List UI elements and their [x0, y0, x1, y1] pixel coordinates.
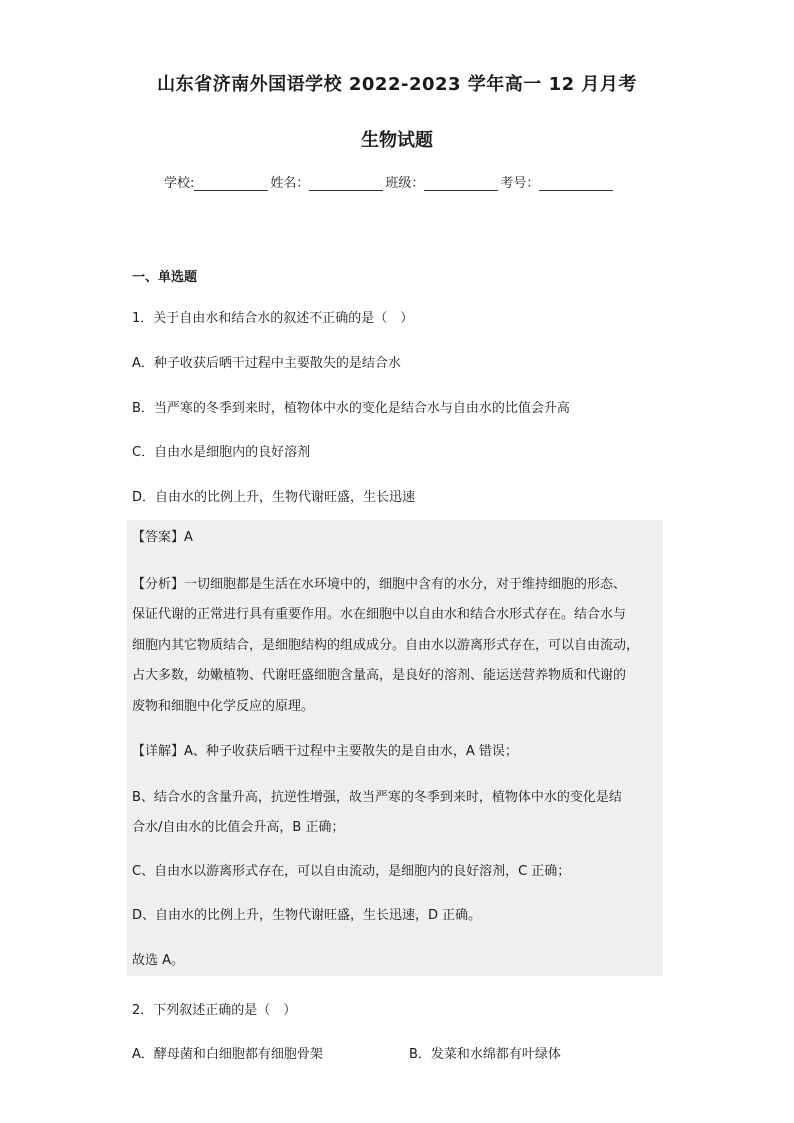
- question-1-option-c: C．自由水是细胞内的良好溶剂: [132, 445, 311, 460]
- detail-line: 合水/自由水的比值会升高，B 正确；: [132, 820, 345, 835]
- question-1-option-d: D．自由水的比例上升，生物代谢旺盛，生长迅速: [132, 490, 416, 505]
- detail-line: B、结合水的含量升高，抗逆性增强，故当严寒的冬季到来时，植物体中水的变化是结: [132, 790, 622, 805]
- exam-number-label: 考号：: [500, 176, 540, 191]
- school-blank: [194, 176, 268, 191]
- answer-line: 【答案】A: [132, 530, 193, 545]
- exam-subtitle: 生物试题: [361, 130, 433, 151]
- question-1-option-a: A．种子收获后晒干过程中主要散失的是结合水: [132, 356, 401, 371]
- detail-line: D、自由水的比例上升，生物代谢旺盛，生长迅速，D 正确。: [132, 908, 482, 923]
- question-2-option-a: A．酵母菌和白细胞都有细胞骨架: [132, 1047, 323, 1062]
- analysis-line: 废物和细胞中化学反应的原理。: [132, 699, 315, 714]
- class-blank: [424, 176, 498, 191]
- analysis-line: 保证代谢的正常进行具有重要作用。水在细胞中以自由水和结合水形式存在。结合水与: [132, 607, 627, 622]
- question-2-stem: 2．下列叙述正确的是（ ）: [132, 1003, 297, 1018]
- question-1-stem: 1．关于自由水和结合水的叙述不正确的是（ ）: [132, 311, 414, 326]
- detail-line: 【详解】A、种子收获后晒干过程中主要散失的是自由水，A 错误；: [132, 744, 518, 759]
- analysis-line: 细胞内其它物质结合，是细胞结构的组成成分。自由水以游离形式存在，可以自由流动，: [132, 638, 640, 653]
- exam-number-blank: [539, 176, 613, 191]
- section-title: 一、单选题: [132, 270, 198, 285]
- school-label: 学校:: [164, 176, 195, 191]
- exam-title: 山东省济南外国语学校 2022-2023 学年高一 12 月月考: [157, 74, 637, 95]
- name-label: 姓名：: [270, 176, 310, 191]
- detail-line: 故选 A。: [132, 953, 185, 968]
- analysis-line: 占大多数，幼嫩植物、代谢旺盛细胞含量高，是良好的溶剂、能运送营养物质和代谢的: [132, 668, 627, 683]
- analysis-line: 【分析】一切细胞都是生活在水环境中的，细胞中含有的水分，对于维持细胞的形态、: [132, 577, 627, 592]
- student-info-row: [164, 172, 615, 191]
- name-blank: [309, 176, 383, 191]
- question-1-option-b: B．当严寒的冬季到来时，植物体中水的变化是结合水与自由水的比值会升高: [132, 401, 570, 416]
- detail-line: C、自由水以游离形式存在，可以自由流动，是细胞内的良好溶剂，C 正确；: [132, 864, 571, 879]
- class-label: 班级：: [385, 176, 425, 191]
- question-2-option-b: B．发菜和水绵都有叶绿体: [409, 1047, 561, 1062]
